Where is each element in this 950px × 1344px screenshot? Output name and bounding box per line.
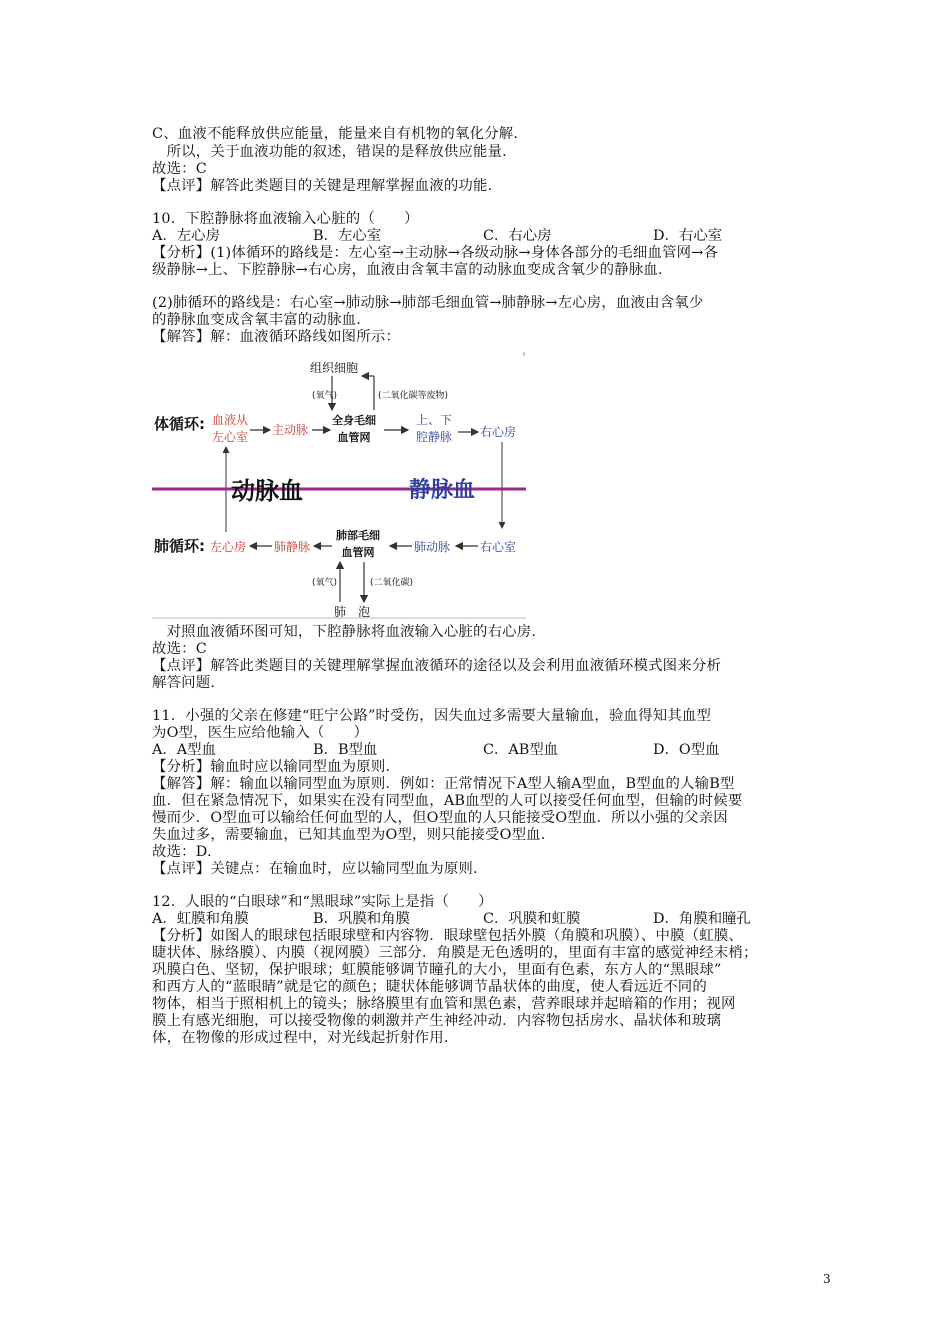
text-line: 故选：D. xyxy=(152,844,212,860)
q10-option-c: C．右心房 xyxy=(483,228,552,244)
blood-circulation-diagram xyxy=(152,352,526,620)
vena-cava-label-2: 腔静脉 xyxy=(415,430,453,444)
left-atrium-label: 左心房 xyxy=(210,540,247,554)
text-line: 【解答】解：输血以输同型血为原则．例如：正常情况下A型人输A型血，B型血的人输B型 xyxy=(152,776,735,792)
text-line: 为O型，医生应给他输入（ ） xyxy=(152,725,369,741)
aorta-label: 主动脉 xyxy=(272,423,309,437)
text-line: 膜上有感光细胞，可以接受物像的刺激并产生神经冲动．内容物包括房水、晶状体和玻璃 xyxy=(152,1013,722,1029)
alveoli-label: 肺 泡 xyxy=(333,605,371,619)
text-line: 【分析】(1)体循环的路线是：左心室→主动脉→各级动脉→身体各部分的毛细血管网→各 xyxy=(152,245,719,261)
text-line: 的静脉血变成含氧丰富的动脉血. xyxy=(152,312,362,328)
pulmonary-circulation-label: 肺循环: xyxy=(154,537,205,555)
question-12: 12．人眼的“白眼球”和“黑眼球”实际上是指（ ） xyxy=(152,894,493,910)
text-line: 【分析】输血时应以输同型血为原则. xyxy=(152,759,391,775)
q12-option-a: A．虹膜和角膜 xyxy=(152,911,249,927)
text-line: 故选：C xyxy=(152,641,207,657)
text-line: 物体，相当于照相机上的镜头；脉络膜里有血管和黑色素，营养眼球并起暗箱的作用；视网 xyxy=(152,996,736,1012)
text-line: 解答问题. xyxy=(152,675,216,691)
arterial-blood-label: 动脉血 xyxy=(231,477,303,505)
vena-cava-label: 上、下 xyxy=(415,413,453,427)
q11-option-d: D．O型血 xyxy=(653,742,720,758)
pulmonary-artery-label: 肺动脉 xyxy=(414,540,451,554)
q10-option-d: D．右心室 xyxy=(653,228,723,244)
page-number: 3 xyxy=(823,1272,831,1286)
q12-option-c: C．巩膜和虹膜 xyxy=(483,911,581,927)
text-line: 所以，关于血液功能的叙述，错误的是释放供应能量. xyxy=(152,144,507,160)
text-line: 【分析】如图人的眼球包括眼球壁和内容物．眼球壁包括外膜（角膜和巩膜）、中膜（虹膜、 xyxy=(152,928,744,944)
q12-option-d: D．角膜和瞳孔 xyxy=(653,911,751,927)
q11-option-c: C．AB型血 xyxy=(483,742,559,758)
right-ventricle-label: 右心室 xyxy=(480,540,517,554)
lung-capillaries-label-2: 血管网 xyxy=(341,546,375,559)
text-line: 【点评】解答此类题目的关键理解掌握血液循环的途径以及会利用血液循环模式图来分析 xyxy=(152,658,722,674)
q10-option-a: A．左心房 xyxy=(152,228,220,244)
text-line: 【解答】解：血液循环路线如图所示： xyxy=(152,329,401,345)
text-line: 故选：C xyxy=(152,161,207,177)
waste-label: (二氧化碳等废物) xyxy=(378,391,449,401)
q11-option-b: B．B型血 xyxy=(313,742,378,758)
text-line: 【点评】解答此类题目的关键是理解掌握血液的功能. xyxy=(152,178,493,194)
text-line: C、血液不能释放供应能量，能量来自有机物的氧化分解. xyxy=(152,126,519,142)
text-line: 慢而少．O型血可以输给任何血型的人，但O型血的人只能接受O型血．所以小强的父亲因 xyxy=(152,810,728,826)
question-11: 11．小强的父亲在修建“旺宁公路”时受伤，因失血过多需要大量输血，验血得知其血型 xyxy=(152,708,712,724)
blood-from-label: 血液从 xyxy=(211,413,249,427)
text-line: 失血过多，需要输血，已知其血型为O型，则只能接受O型血. xyxy=(152,827,546,843)
body-capillaries-label: 全身毛细 xyxy=(332,414,376,427)
systemic-circulation-label: 体循环: xyxy=(154,415,205,433)
text-line: 对照血液循环图可知，下腔静脉将血液输入心脏的右心房. xyxy=(152,624,537,640)
text-line: 体，在物像的形成过程中，对光线起折射作用. xyxy=(152,1030,449,1046)
q12-option-b: B．巩膜和角膜 xyxy=(313,911,410,927)
text-line: 血．但在紧急情况下，如果实在没有同型血，AB血型的人可以接受任何血型，但输的时候要 xyxy=(152,793,743,809)
oxygen-bottom-label: (氧气) xyxy=(312,578,338,588)
body-capillaries-label-2: 血管网 xyxy=(337,431,371,444)
text-line: (2)肺循环的路线是：右心室→肺动脉→肺部毛细血管→肺静脉→左心房，血液由含氧少 xyxy=(152,295,704,311)
text-line: 和西方人的“蓝眼睛”就是它的颜色；睫状体能够调节晶状体的曲度，使人看远近不同的 xyxy=(152,979,707,995)
text-line: 【点评】关键点：在输血时，应以输同型血为原则. xyxy=(152,861,478,877)
right-atrium-label: 右心房 xyxy=(480,425,517,439)
co2-bottom-label: (二氧化碳) xyxy=(370,578,414,588)
oxygen-top-label: (氧气) xyxy=(312,391,338,401)
venous-blood-label: 静脉血 xyxy=(408,478,476,503)
q10-option-b: B．左心室 xyxy=(313,228,382,244)
pulmonary-vein-label: 肺静脉 xyxy=(274,540,311,554)
question-10: 10．下腔静脉将血液输入心脏的（ ） xyxy=(152,211,419,227)
text-line: 睫状体、脉络膜）、内膜（视网膜）三部分．角膜是无色透明的，里面有丰富的感觉神经末梢； xyxy=(152,945,758,961)
text-line: 级静脉→上、下腔静脉→右心房，血液由含氧丰富的动脉血变成含氧少的静脉血. xyxy=(152,262,663,278)
tissue-cells-label: 组织细胞 xyxy=(309,361,359,375)
lung-capillaries-label: 肺部毛细 xyxy=(336,529,380,542)
left-ventricle-label: 左心室 xyxy=(211,430,249,444)
text-line: 巩膜白色、坚韧，保护眼球；虹膜能够调节瞳孔的大小，里面有色素，东方人的“黑眼球” xyxy=(152,962,722,978)
q11-option-a: A．A型血 xyxy=(152,742,216,758)
